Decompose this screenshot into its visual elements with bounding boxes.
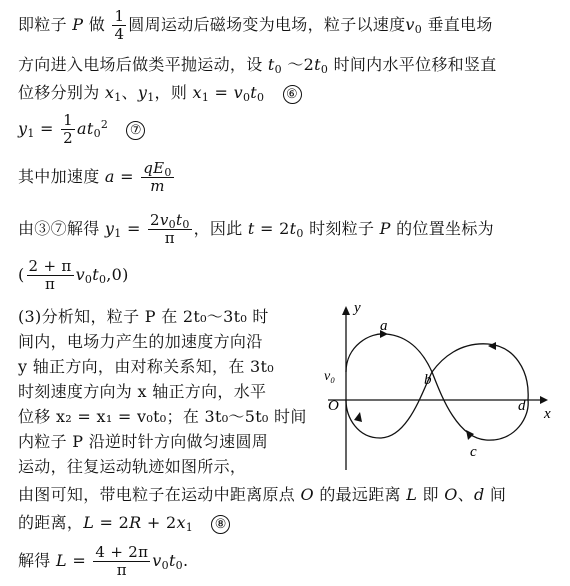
final-result-line: 解得 L = $\frac{4 + 2\pi}{\pi}$ $v_0t_0$. — [18, 543, 189, 579]
trajectory-left-lower — [346, 372, 432, 438]
part3-line-2: 间内，电场力产生的加速度方向沿 — [18, 332, 263, 351]
equation-number-8: ⑧ — [211, 515, 230, 534]
solve-line: 由③⑦解得 $y_1$ = $\frac{2v_0t_0}{\pi}$ ，因此 $t = 2t_0$ 时刻粒子 P 的位置坐标为 — [18, 211, 494, 247]
text-line-16: 的距离，$L = 2R + 2x_1$ ⑧ — [18, 512, 232, 534]
label-a: a — [380, 318, 388, 334]
coordinate-line: ( $\frac{2 + \pi}{\pi}$ $v_0t_0,0$) — [18, 257, 129, 293]
arrow-c — [466, 430, 474, 440]
equation-y1: $y_1$ = $\frac{1}{2}$ $at_0^2$ ⑦ — [18, 112, 147, 147]
text-line-3: 位移分别为 $x_1$、$y_1$，则 $x_1 = v_0t_0$ ⑥ — [18, 82, 304, 104]
part3-line-3: y 轴正方向，由对称关系知，在 3t₀ — [18, 357, 274, 376]
trajectory-right-lower — [432, 372, 528, 440]
label-origin: O — [328, 398, 339, 414]
part3-line-7: 运动，往复运动轨迹如图所示， — [18, 457, 247, 476]
equation-number-6: ⑥ — [283, 85, 302, 104]
label-x: x — [544, 406, 551, 422]
acceleration-line: 其中加速度 a = $\frac{qE_0}{m}$ — [18, 159, 172, 195]
x-axis-arrow — [540, 396, 548, 404]
part3-line-1: (3)分析知，粒子 P 在 2t₀～3t₀ 时 — [18, 307, 269, 326]
part3-line-4: 时刻速度方向为 x 轴正方向，水平 — [18, 382, 267, 401]
label-c: c — [470, 444, 477, 460]
label-y: y — [354, 300, 361, 316]
text-line-1: 即粒子 P 做 $\frac{1}{4}$ 圆周运动后磁场变为电场，粒子以速度$v_0$ 垂直电场 — [18, 7, 493, 43]
text-line-2: 方向进入电场后做类平抛运动，设 $t_0$ $\sim 2t_0$ 时间内水平位移和竖直 — [18, 55, 497, 76]
text-line-15: 由图可知，带电粒子在运动中距离原点 O 的最远距离 L 即 O、d 间 — [18, 485, 507, 504]
label-b: b — [424, 372, 432, 388]
trajectory-right-upper — [432, 344, 528, 400]
trajectory-diagram — [318, 300, 558, 472]
y-axis-arrow — [342, 306, 350, 315]
equation-number-7: ⑦ — [126, 121, 145, 140]
arrow-left-lower — [354, 412, 362, 422]
fraction-one-quarter: $\frac{1}{4}$ — [114, 7, 125, 43]
part3-line-5: 位移 x₂ = x₁ = v₀t₀；在 3t₀～5t₀ 时间 — [18, 407, 307, 426]
label-d: d — [518, 398, 526, 414]
part3-line-6: 内粒子 P 沿逆时针方向做匀速圆周 — [18, 432, 269, 451]
label-v0: v₀ — [324, 369, 336, 384]
arrow-right-upper — [488, 342, 496, 350]
trajectory-left-upper — [346, 334, 432, 372]
